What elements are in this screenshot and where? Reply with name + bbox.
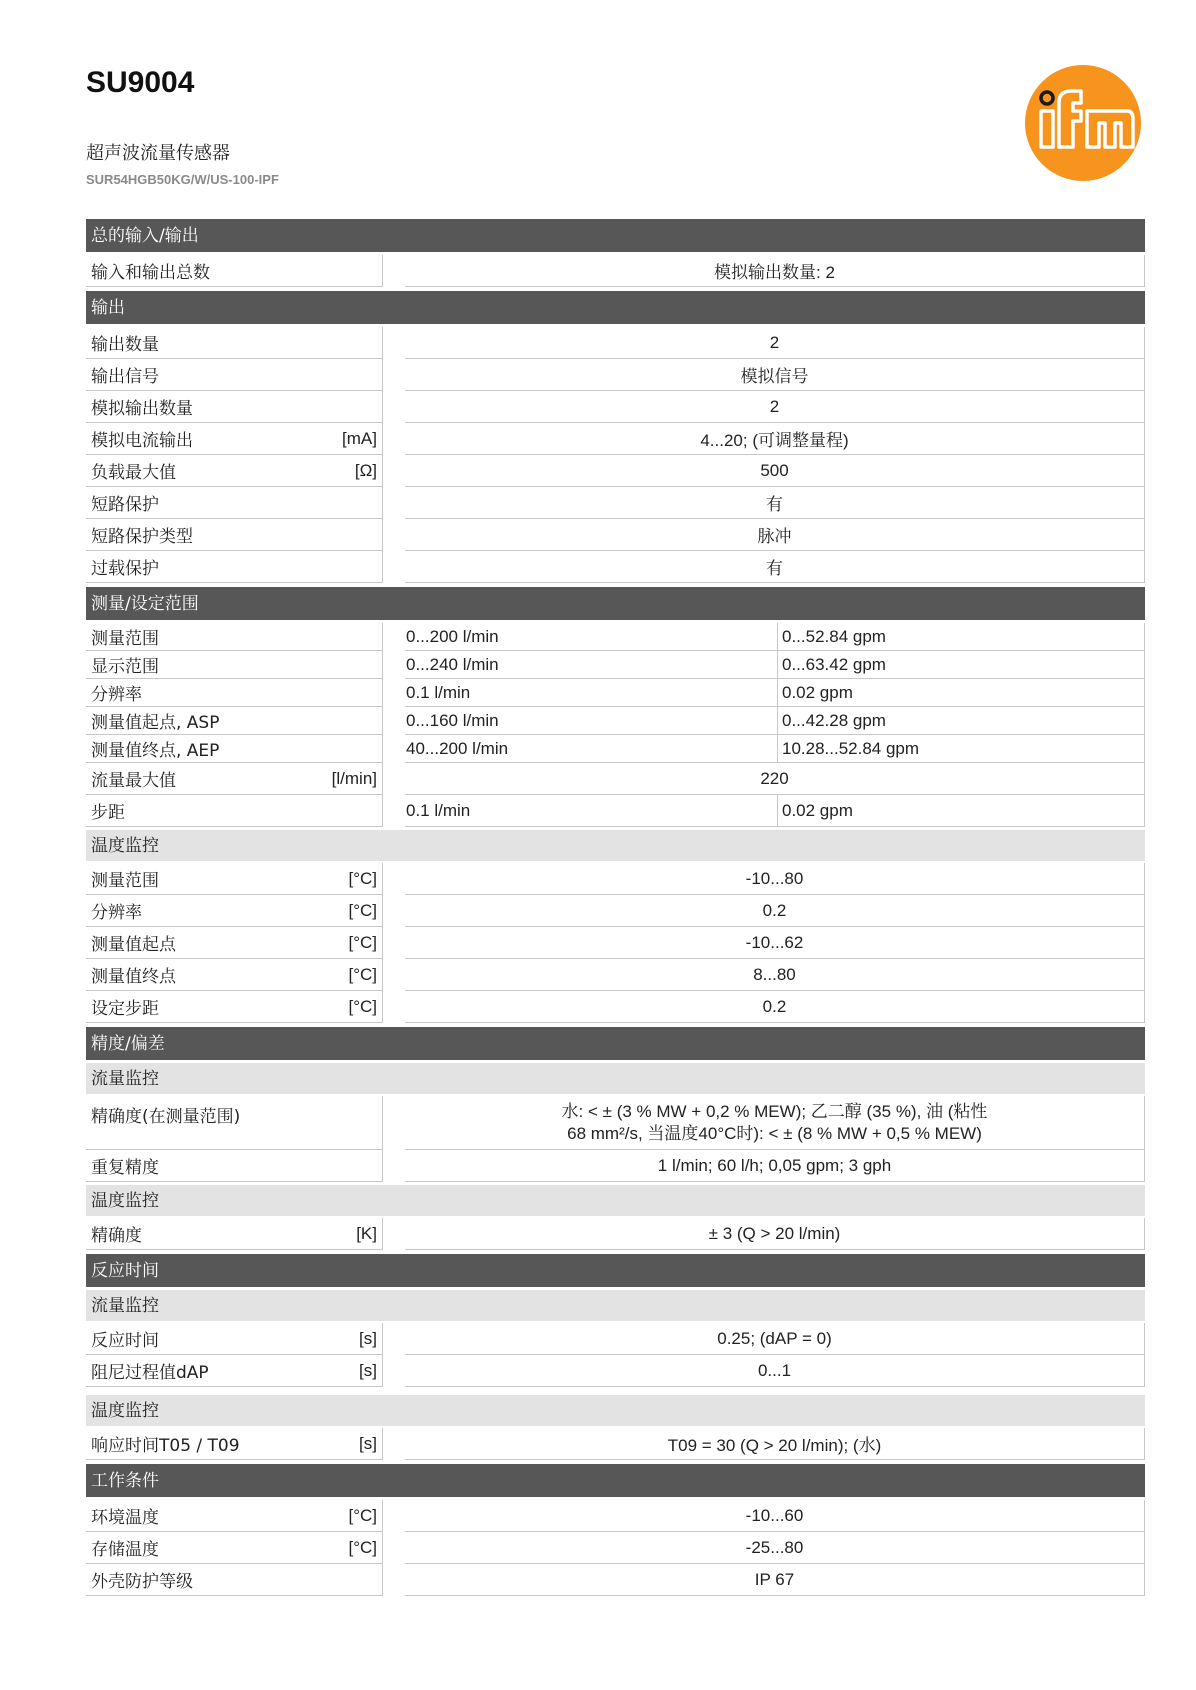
row-label: 负载最大值	[91, 463, 176, 483]
table-row	[86, 327, 1145, 359]
value-imperial: 10.28...52.84 gpm	[778, 735, 1145, 763]
row-label: 步距	[91, 803, 125, 823]
row-label: 模拟输出数量	[91, 399, 193, 419]
value-imperial: 0...42.28 gpm	[778, 707, 1145, 735]
subsection-flow-monitoring: 流量监控	[86, 1290, 1145, 1321]
table-row	[86, 255, 1145, 287]
row-value: 4...20; (可调整量程)	[405, 423, 1145, 455]
row-label: 短路保护类型	[91, 527, 193, 547]
row-unit: [°C]	[348, 996, 377, 1016]
row-unit: [s]	[359, 1360, 377, 1380]
table-row	[86, 1218, 1145, 1250]
table-row	[86, 519, 1145, 551]
subsection-flow-monitoring: 流量监控	[86, 1063, 1145, 1094]
table-row	[86, 487, 1145, 519]
row-label: 存储温度	[91, 1540, 159, 1560]
row-label: 重复精度	[91, 1158, 159, 1178]
row-label: 分辨率	[91, 685, 142, 705]
subsection-temp-monitoring: 温度监控	[86, 1395, 1145, 1426]
row-value	[405, 1096, 1145, 1150]
table-row	[86, 1428, 1145, 1460]
row-label: 测量值终点, AEP	[91, 741, 220, 761]
value-metric: 0...200 l/min	[405, 623, 778, 651]
table-row	[86, 1564, 1145, 1596]
row-label: 输出数量	[91, 335, 159, 355]
row-value: 2	[405, 391, 1145, 423]
row-label: 输入和输出总数	[91, 263, 210, 283]
table-row	[86, 679, 1145, 707]
row-value: 8...80	[405, 959, 1145, 991]
table-row	[86, 1500, 1145, 1532]
product-code: SU9004	[86, 66, 195, 99]
row-unit: [°C]	[348, 1505, 377, 1525]
row-label: 设定步距	[91, 999, 159, 1019]
row-value: 有	[405, 487, 1145, 519]
row-label: 测量范围	[91, 871, 159, 891]
row-value: -10...60	[405, 1500, 1145, 1532]
row-label: 反应时间	[91, 1331, 159, 1351]
value-metric: 0...240 l/min	[405, 651, 778, 679]
row-label: 外壳防护等级	[91, 1572, 193, 1592]
row-value: 模拟输出数量: 2	[405, 255, 1145, 287]
row-value: 1 l/min; 60 l/h; 0,05 gpm; 3 gph	[405, 1150, 1145, 1182]
table-row	[86, 423, 1145, 455]
row-label: 响应时间T05 / T09	[91, 1436, 240, 1456]
row-label: 阻尼过程值dAP	[91, 1363, 209, 1383]
row-label: 流量最大值	[91, 771, 176, 791]
table-row	[86, 1323, 1145, 1355]
row-value: 脉冲	[405, 519, 1145, 551]
section-outputs: 输出	[86, 291, 1145, 324]
value-metric: 0...160 l/min	[405, 707, 778, 735]
table-row	[86, 455, 1145, 487]
row-value: 0...1	[405, 1355, 1145, 1387]
row-unit: [s]	[359, 1433, 377, 1453]
ifm-logo-icon	[1023, 63, 1143, 183]
table-row	[86, 991, 1145, 1023]
row-value: IP 67	[405, 1564, 1145, 1596]
row-label: 测量值起点	[91, 935, 176, 955]
row-label: 显示范围	[91, 657, 159, 677]
value-metric: 0.1 l/min	[405, 679, 778, 707]
row-label: 测量值起点, ASP	[91, 713, 220, 733]
row-label: 测量范围	[91, 629, 159, 649]
row-unit: [Ω]	[354, 460, 377, 480]
row-label: 精确度	[91, 1226, 142, 1246]
row-value: -10...62	[405, 927, 1145, 959]
row-value: 有	[405, 551, 1145, 583]
subsection-temp-monitoring: 温度监控	[86, 830, 1145, 861]
table-row	[86, 551, 1145, 583]
table-row	[86, 1150, 1145, 1182]
table-row	[86, 391, 1145, 423]
row-label: 环境温度	[91, 1508, 159, 1528]
row-value: -25...80	[405, 1532, 1145, 1564]
section-conditions: 工作条件	[86, 1464, 1145, 1497]
subsection-temp-monitoring: 温度监控	[86, 1185, 1145, 1216]
table-row	[86, 863, 1145, 895]
table-row	[86, 1355, 1145, 1387]
row-unit: [°C]	[348, 1537, 377, 1557]
value-metric: 40...200 l/min	[405, 735, 778, 763]
table-row	[86, 1096, 1145, 1150]
row-value: T09 = 30 (Q > 20 l/min); (水)	[405, 1428, 1145, 1460]
row-unit: [s]	[359, 1328, 377, 1348]
table-row	[86, 927, 1145, 959]
row-label: 分辨率	[91, 903, 142, 923]
row-value: 0.2	[405, 895, 1145, 927]
value-imperial: 0.02 gpm	[778, 679, 1145, 707]
row-unit: [°C]	[348, 900, 377, 920]
table-row	[86, 959, 1145, 991]
table-row	[86, 359, 1145, 391]
value-imperial: 0...52.84 gpm	[778, 623, 1145, 651]
article-code: SUR54HGB50KG/W/US-100-IPF	[86, 172, 279, 187]
row-value: 500	[405, 455, 1145, 487]
row-value: 2	[405, 327, 1145, 359]
row-label: 过载保护	[91, 559, 159, 579]
table-row	[86, 651, 1145, 679]
table-row	[86, 895, 1145, 927]
accuracy-line-2: 68 mm²/s, 当温度40°C时): < ± (8 % MW + 0,5 % MEW)	[567, 1123, 982, 1143]
row-label: 精确度(在测量范围)	[91, 1107, 241, 1127]
row-value: 220	[405, 763, 1145, 795]
section-accuracy: 精度/偏差	[86, 1027, 1145, 1060]
row-unit: [°C]	[348, 932, 377, 952]
row-value: 0.2	[405, 991, 1145, 1023]
row-label: 输出信号	[91, 367, 159, 387]
table-row	[86, 1532, 1145, 1564]
row-label: 测量值终点	[91, 967, 176, 987]
header	[86, 0, 1146, 210]
row-unit: [°C]	[348, 868, 377, 888]
row-value: 0.25; (dAP = 0)	[405, 1323, 1145, 1355]
table-row	[86, 795, 1145, 827]
value-imperial: 0...63.42 gpm	[778, 651, 1145, 679]
row-unit: [K]	[356, 1223, 377, 1243]
row-value: 模拟信号	[405, 359, 1145, 391]
accuracy-line-1: 水: < ± (3 % MW + 0,2 % MEW); 乙二醇 (35 %), 油 (粘性	[561, 1101, 988, 1121]
product-name: 超声波流量传感器	[86, 143, 230, 164]
table-row	[86, 623, 1145, 651]
table-row	[86, 735, 1145, 763]
table-row	[86, 763, 1145, 795]
section-range: 测量/设定范围	[86, 587, 1145, 620]
section-general: 总的输入/输出	[86, 219, 1145, 252]
table-row	[86, 707, 1145, 735]
row-value: ± 3 (Q > 20 l/min)	[405, 1218, 1145, 1250]
value-metric: 0.1 l/min	[405, 795, 778, 827]
row-unit: [l/min]	[331, 768, 377, 788]
row-unit: [mA]	[342, 428, 377, 448]
row-value: -10...80	[405, 863, 1145, 895]
section-response: 反应时间	[86, 1254, 1145, 1287]
row-unit: [°C]	[348, 964, 377, 984]
row-label: 短路保护	[91, 495, 159, 515]
value-imperial: 0.02 gpm	[778, 795, 1145, 827]
datasheet	[86, 219, 1145, 1596]
row-label: 模拟电流输出	[91, 431, 193, 451]
